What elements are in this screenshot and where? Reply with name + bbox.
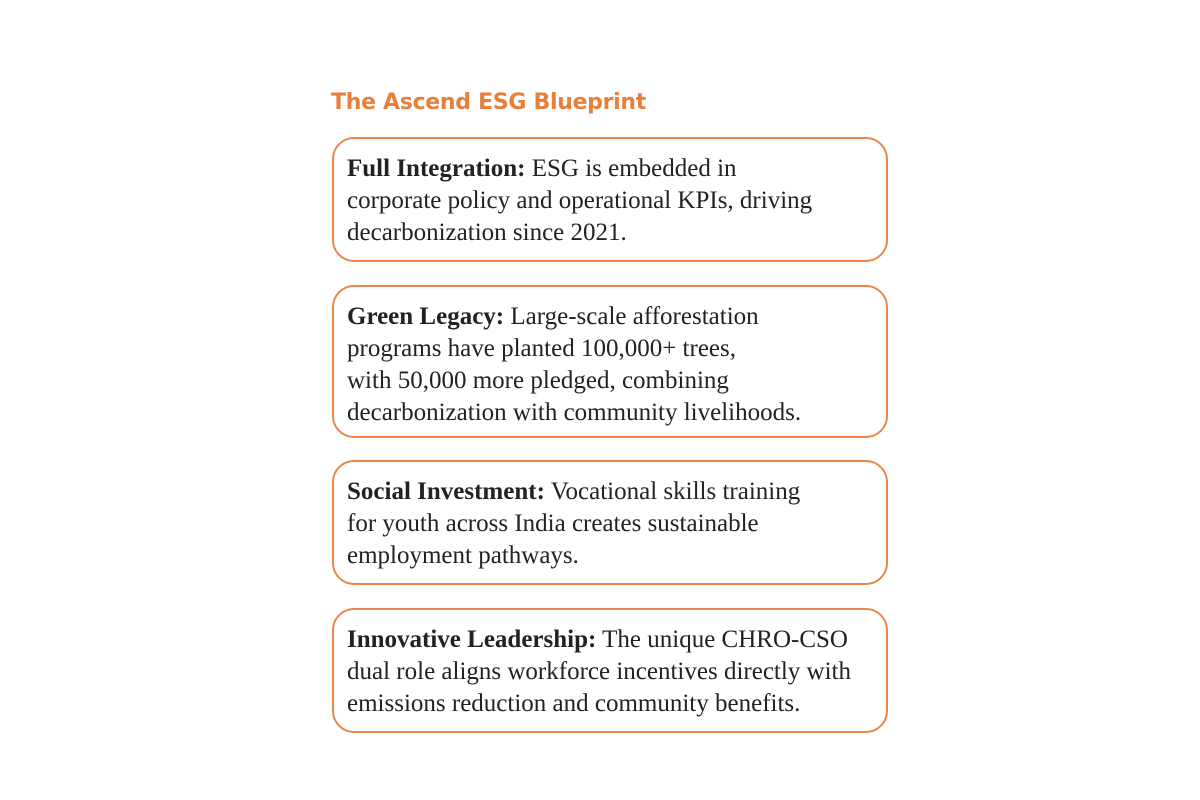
card-heading: Full Integration:: [347, 155, 526, 182]
card-social-investment: Social Investment: Vocational skills training for youth across India creates sustainable employment pathways.: [332, 460, 888, 585]
card-green-legacy: Green Legacy: Large-scale afforestation programs have planted 100,000+ trees, with 50,000 more pledged, combining decarbonization with community livelihoods.: [332, 285, 888, 438]
card-full-integration: Full Integration: ESG is embedded in corporate policy and operational KPIs, driving decarbonization since 2021.: [332, 137, 888, 262]
card-heading: Green Legacy:: [347, 303, 505, 330]
card-innovative-leadership: Innovative Leadership: The unique CHRO-CSO dual role aligns workforce incentives directly with emissions reduction and community benefits.: [332, 608, 888, 733]
card-heading: Innovative Leadership:: [347, 626, 597, 653]
page-title: The Ascend ESG Blueprint: [331, 90, 647, 115]
card-heading: Social Investment:: [347, 478, 545, 505]
